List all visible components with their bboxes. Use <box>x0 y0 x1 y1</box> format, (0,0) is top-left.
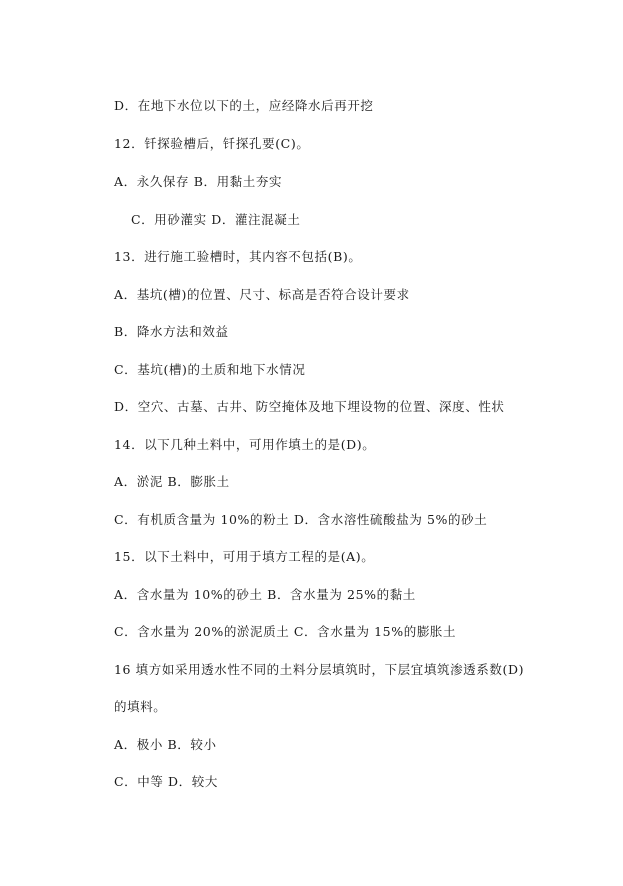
option-line: A．含水量为 10%的砂土 B．含水量为 25%的黏土 <box>114 587 416 602</box>
option-line: C．含水量为 20%的淤泥质土 C．含水量为 15%的膨胀土 <box>114 624 457 639</box>
option-line: A．基坑(槽)的位置、尺寸、标高是否符合设计要求 <box>114 287 410 302</box>
option-line: A．永久保存 B．用黏土夯实 <box>114 174 283 189</box>
option-line: A．极小 B．较小 <box>114 737 217 752</box>
question-16: 16 填方如采用透水性不同的土料分层填筑时，下层宜填筑渗透系数(D) <box>114 662 525 677</box>
option-line: B．降水方法和效益 <box>114 324 229 339</box>
option-line: C．有机质含量为 10%的粉土 D．含水溶性硫酸盐为 5%的砂土 <box>114 512 488 527</box>
question-13: 13．进行施工验槽时，其内容不包括(B)。 <box>114 249 362 264</box>
option-line: D．空穴、古墓、古井、防空掩体及地下埋设物的位置、深度、性状 <box>114 399 505 414</box>
text-line: D．在地下水位以下的土，应经降水后再开挖 <box>114 98 374 113</box>
question-14: 14．以下几种土料中，可用作填土的是(D)。 <box>114 437 376 452</box>
option-line: C．用砂灌实 D．灌注混凝土 <box>131 212 301 227</box>
question-12: 12．钎探验槽后，钎探孔要(C)。 <box>114 136 310 151</box>
option-line: C．中等 D．较大 <box>114 774 218 789</box>
option-line: A．淤泥 B．膨胀土 <box>114 474 230 489</box>
question-15: 15．以下土料中，可用于填方工程的是(A)。 <box>114 549 375 564</box>
question-16-continued: 的填料。 <box>114 699 167 714</box>
option-line: C．基坑(槽)的土质和地下水情况 <box>114 362 306 377</box>
